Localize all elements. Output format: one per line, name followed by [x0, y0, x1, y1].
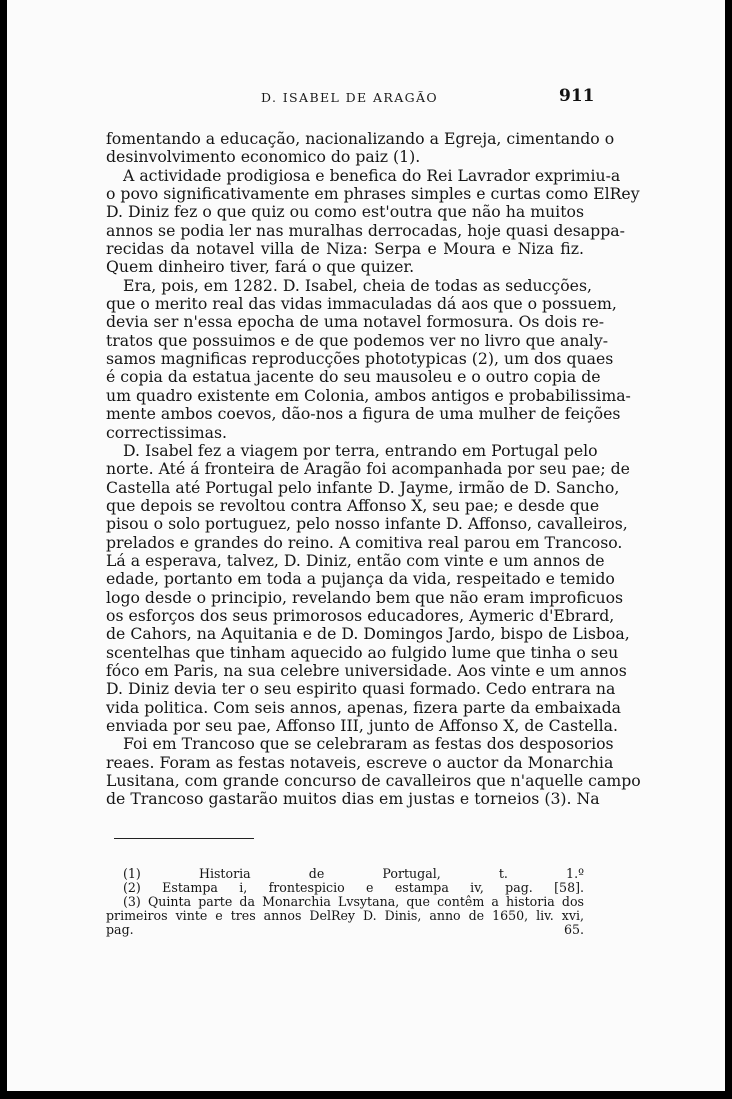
footnote-3-cont: pag. 65.	[106, 922, 584, 937]
text-line: D. Isabel fez a viagem por terra, entrando em Portugal pelo	[123, 440, 598, 460]
text-line: de Cahors, na Aquitania e de D. Domingos Jardo, bispo de Lisboa,	[106, 624, 630, 644]
text-line: Lusitana, com grande concurso de cavalleiros que n'aquelle campo	[106, 771, 641, 791]
text-line: recidas da notavel villa de Niza: Serpa e Moura e Niza fiz.	[106, 239, 584, 259]
text-line: mente ambos coevos, dão-nos a figura de uma mulher de feições	[106, 404, 621, 424]
text-line: annos se podia ler nas muralhas derrocadas, hoje quasi desappa-	[106, 220, 625, 240]
text-line: edade, portanto em toda a pujança da vida, respeitado e temido	[106, 569, 615, 589]
page-header	[7, 88, 725, 112]
text-line: que o merito real das vidas immaculadas dá aos que o possuem,	[106, 294, 617, 314]
body-text	[106, 129, 641, 809]
text-line: é copia da estatua jacente do seu mausoleu e o outro copia de	[106, 367, 601, 387]
text-line: Quem dinheiro tiver, fará o que quizer.	[106, 257, 415, 277]
footnote-rule	[114, 838, 254, 839]
text-line: enviada por seu pae, Affonso III, junto de Affonso X, de Castella.	[106, 716, 619, 735]
footnotes	[106, 867, 584, 937]
text-line: samos magnificas reproducções phototypicas (2), um dos quaes	[106, 349, 614, 369]
page-number: 911	[559, 86, 595, 106]
text-line: fóco em Paris, na sua celebre universidade. Aos vinte e um annos	[106, 660, 627, 680]
text-line: Foi em Trancoso que se celebraram as festas dos desposorios	[123, 734, 614, 754]
footnote-2: (2) Estampa i, frontespicio e estampa iv, pag. [58].	[123, 880, 584, 895]
text-line: A actividade prodigiosa e benefica do Rei Lavrador exprimiu-a	[123, 165, 621, 185]
text-line: um quadro existente em Colonia, ambos antigos e probabilissima-	[106, 385, 631, 405]
text-line: logo desde o principio, revelando bem que não eram improficuos	[106, 587, 624, 607]
text-line: de Trancoso gastarão muitos dias em justas e torneios (3). Na	[106, 789, 600, 809]
book-page	[7, 0, 725, 1091]
text-line: Castella até Portugal pelo infante D. Jayme, irmão de D. Sancho,	[106, 477, 620, 497]
text-line: norte. Até á fronteira de Aragão foi acompanhada por seu pae; de	[106, 459, 630, 479]
text-line: Lá a esperava, talvez, D. Diniz, então com vinte e um annos de	[106, 550, 605, 570]
text-line: prelados e grandes do reino. A comitiva real parou em Trancoso.	[106, 532, 623, 552]
footnote-3-cont: primeiros vinte e tres annos DelRey D. Dinis, anno de 1650, liv. xvi,	[106, 908, 584, 923]
text-line: scentelhas que tinham aquecido ao fulgido lume que tinha o seu	[106, 642, 619, 662]
text-line: pisou o solo portuguez, pelo nosso infante D. Affonso, cavalleiros,	[106, 514, 628, 534]
text-line: vida politica. Com seis annos, apenas, fizera parte da embaixada	[106, 697, 621, 717]
text-line: os esforços dos seus primorosos educadores, Aymeric d'Ebrard,	[106, 605, 615, 625]
text-line: desinvolvimento economico do paiz (1).	[106, 147, 421, 167]
text-line: D. Diniz fez o que quiz ou como est'outra que não ha muitos	[106, 202, 584, 222]
text-line: devia ser n'essa epocha de uma notavel formosura. Os dois re-	[106, 312, 605, 332]
footnote-3: (3) Quinta parte da Monarchia Lvsytana, que contêm a historia dos	[123, 894, 584, 909]
text-line: correctissimas.	[106, 422, 228, 442]
running-head: D. ISABEL DE ARAGÃO	[261, 90, 439, 105]
text-line: fomentando a educação, nacionalizando a Egreja, cimentando o	[106, 129, 615, 148]
footnote-1: (1) Historia de Portugal, t. 1.º	[123, 866, 584, 881]
text-line: D. Diniz devia ter o seu espirito quasi formado. Cedo entrara na	[106, 679, 616, 699]
text-line: Era, pois, em 1282. D. Isabel, cheia de todas as seducções,	[123, 275, 592, 295]
text-line: o povo significativamente em phrases simples e curtas como ElRey	[106, 184, 640, 204]
text-line: que depois se revoltou contra Affonso X, seu pae; e desde que	[106, 495, 600, 515]
text-line: tratos que possuimos e de que podemos ver no livro que analy-	[106, 330, 608, 350]
text-line: reaes. Foram as festas notaveis, escreve o auctor da Monarchia	[106, 752, 614, 772]
